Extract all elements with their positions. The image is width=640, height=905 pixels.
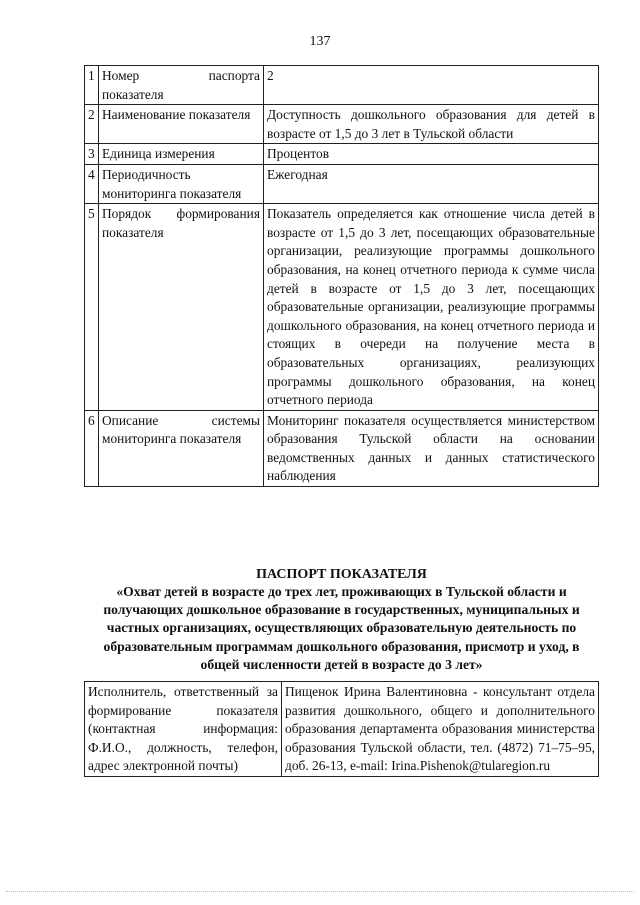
row-number: 2 <box>85 105 99 144</box>
row-value: Мониторинг показателя осуществляется министерством образования Тульской области на основании ведомственных данных и данных статистического наблюдения <box>264 410 599 486</box>
row-value: 2 <box>264 66 599 105</box>
table-row <box>85 164 599 203</box>
row-label: Порядок формирования показателя <box>99 204 264 411</box>
table-row <box>85 105 599 144</box>
row-value: Показатель определяется как отношение числа детей в возрасте от 1,5 до 3 лет, посещающих образовательные организации, реализующие программы дошкольного образования, на конец отчетного периода к сумме числа детей в возрасте от 1,5 до 3 лет, посещающих образовательные организации, реализующие программы дошкольного образования, на конец отчетного периода и стоящих в очереди на получение места в образовательных организациях, реализующих программы дошкольного образования, на конец отчетного периода <box>264 204 599 411</box>
contact-label: Исполнитель, ответственный за формирование показателя (контактная информация: Ф.И.О., должность, телефон, адрес электронной почты) <box>85 682 282 777</box>
contact-table <box>84 681 599 777</box>
passport-title: ПАСПОРТ ПОКАЗАТЕЛЯ <box>256 567 427 582</box>
row-number: 5 <box>85 204 99 411</box>
row-number: 4 <box>85 164 99 203</box>
page-number: 137 <box>309 34 331 49</box>
table-row <box>85 204 599 411</box>
table-row <box>85 144 599 165</box>
row-label: Номер паспорта показателя <box>99 66 264 105</box>
row-value: Доступность дошкольного образования для детей в возрасте от 1,5 до 3 лет в Тульской области <box>264 105 599 144</box>
row-label: Описание системы мониторинга показателя <box>99 410 264 486</box>
contact-value: Пищенок Ирина Валентиновна - консультант отдела развития дошкольного, общего и дополнительного образования департамента образования министерства образования Тульской области, тел. (4872) 71–75–95, доб. 26-13, e-mail: Irina.Pishenok@tularegion.ru <box>282 682 599 777</box>
row-number: 1 <box>85 66 99 105</box>
row-number: 6 <box>85 410 99 486</box>
indicator-table <box>84 65 599 487</box>
page-bottom-rule <box>6 891 634 892</box>
row-label: Единица измерения <box>99 144 264 165</box>
row-value: Процентов <box>264 144 599 165</box>
row-label: Периодичность мониторинга показателя <box>99 164 264 203</box>
passport-subtitle: «Охват детей в возрасте до трех лет, проживающих в Тульской области и получающих дошкольное образование в государственных, муниципальных и частных организациях, осуществляющих образовательную деятельность по образовательным программам дошкольного образования, присмотр и уход, в общей численности детей в возрасте до 3 лет» <box>103 584 580 672</box>
table-row <box>85 66 599 105</box>
table-row <box>85 410 599 486</box>
row-label: Наименование показателя <box>99 105 264 144</box>
row-value: Ежегодная <box>264 164 599 203</box>
table-row <box>85 682 599 777</box>
row-number: 3 <box>85 144 99 165</box>
